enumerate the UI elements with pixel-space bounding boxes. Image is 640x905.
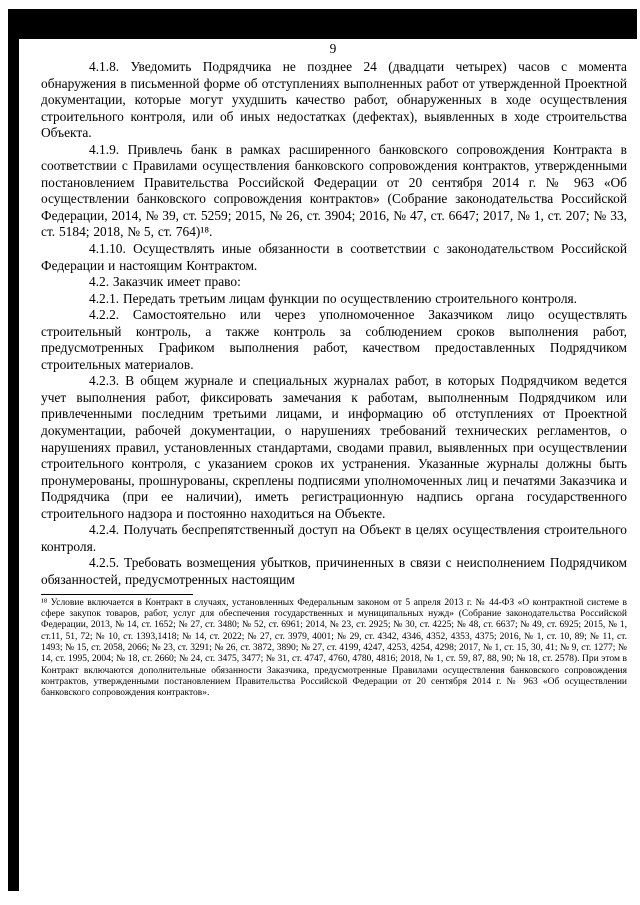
footnote-18: ¹⁸ Условие включается в Контракт в случаях, установленных Федеральным законом от 5 апреля 2013 г. № 44-ФЗ «О контрактной системе в сфере закупок товаров, работ, услуг для обеспечения государственных и муниципальных нужд» (Собрание законодательства Российской Федерации, 2013, № 14, ст. 1652; № 27, ст. 3480; № 52, ст. 6961; 2014, № 23, ст. 2925; № 30, ст. 4225; № 48, ст. 6637; № 49, ст. 6925; 2015, № 1, ст.11, 51, 72; № 10, ст. 1393,1418; № 14, ст. 2022; № 27, ст. 3979, 4001; № 29, ст. 4342, 4346, 4352, 4353, 4375; 2016, № 1, ст. 10, 89; № 11, ст. 1493; № 15, ст. 2058, 2066; № 23, ст. 3291; № 26, ст. 3872, 3890; № 27, ст. 4199, 4247, 4253, 4254, 4298; 2017, № 1, ст. 15, 30, 41; № 9, ст. 1277; № 14, ст. 1995, 2004; № 18, ст. 2660; № 24, ст. 3475, 3477; № 31, ст. 4747, 4760, 4780, 4816; 2018, № 1, ст. 59, 87, 88, 90; № 18, ст. 2578). При этом в Контракт включаются дополнительные обязанности Заказчика, предусмотренные Правилами осуществления банковского сопровождения контрактов, утвержденными постановлением Правительства Российской Федерации от 20 сентября 2014 г. № 963 «Об осуществлении банковского сопровождения контрактов». bbox=[41, 597, 627, 699]
paragraph-4-2-3: 4.2.3. В общем журнале и специальных журналах работ, в которых Подрядчиком ведется учет выполнения работ, фиксировать замечания к работам, выполненным Подрядчиком или привлеченными последним третьими лицами, и информацию об отступлениях от Проектной документации, рабочей документации, о нарушениях требований технических регламентов, о нарушениях правил, установленных стандартами, сводами правил, выявленных при осуществлении строительного контроля, с указанием сроков их устранения. Указанные журналы должны быть пронумерованы, прошнурованы, скреплены подписями уполномоченных лиц и печатями Заказчика и Подрядчика (при ее наличии), иметь регистрационную надпись органа государственного строительного надзора и постоянно находиться на Объекте. bbox=[41, 373, 627, 521]
scan-border-top bbox=[8, 9, 637, 39]
page-number: 9 bbox=[329, 41, 337, 56]
document-body bbox=[41, 59, 627, 700]
paragraph-4-2-2: 4.2.2. Самостоятельно или через уполномоченное Заказчиком лицо осуществлять строительный контроль, а также контроль за соблюдением сроков выполнения работ, предусмотренных Графиком выполнения работ, качеством предоставленных Подрядчиком строительных материалов. bbox=[41, 307, 627, 372]
paragraph-4-2-5: 4.2.5. Требовать возмещения убытков, причиненных в связи с неисполнением Подрядчиком обязанностей, предусмотренных настоящим bbox=[41, 555, 627, 587]
paragraph-4-1-10: 4.1.10. Осуществлять иные обязанности в соответствии с законодательством Российской Федерации и настоящим Контрактом. bbox=[41, 241, 627, 273]
footnote-separator bbox=[41, 594, 193, 595]
paragraph-4-1-9: 4.1.9. Привлечь банк в рамках расширенного банковского сопровождения Контракта в соответствии с Правилами осуществления банковского сопровождения контрактов, утвержденными постановлением Правительства Российской Федерации от 20 сентября 2014 г. № 963 «Об осуществлении банковского сопровождения контрактов» (Собрание законодательства Российской Федерации, 2014, № 39, ст. 5259; 2015, № 26, ст. 3904; 2016, № 47, ст. 6647; 2017, № 1, ст. 207; № 33, ст. 5184; 2018, № 5, ст. 764)¹⁸. bbox=[41, 141, 627, 240]
paragraph-4-2-4: 4.2.4. Получать беспрепятственный доступ на Объект в целях осуществления строительного контроля. bbox=[41, 522, 627, 554]
paragraph-4-2: 4.2. Заказчик имеет право: bbox=[89, 274, 241, 290]
paragraph-4-2-1: 4.2.1. Передать третьим лицам функции по осуществлению строительного контроля. bbox=[89, 290, 578, 306]
paragraph-4-1-8: 4.1.8. Уведомить Подрядчика не позднее 24 (двадцати четырех) часов с момента обнаружения в письменной форме об отступлениях выполненных работ от утвержденной Проектной документации, которые могут ухудшить качество работ, обнаруженных в ходе осуществления строительного контроля, или об иных недостатках (дефектах), выявленных в ходе строительства Объекта. bbox=[41, 59, 627, 141]
scan-border-left bbox=[8, 9, 19, 891]
